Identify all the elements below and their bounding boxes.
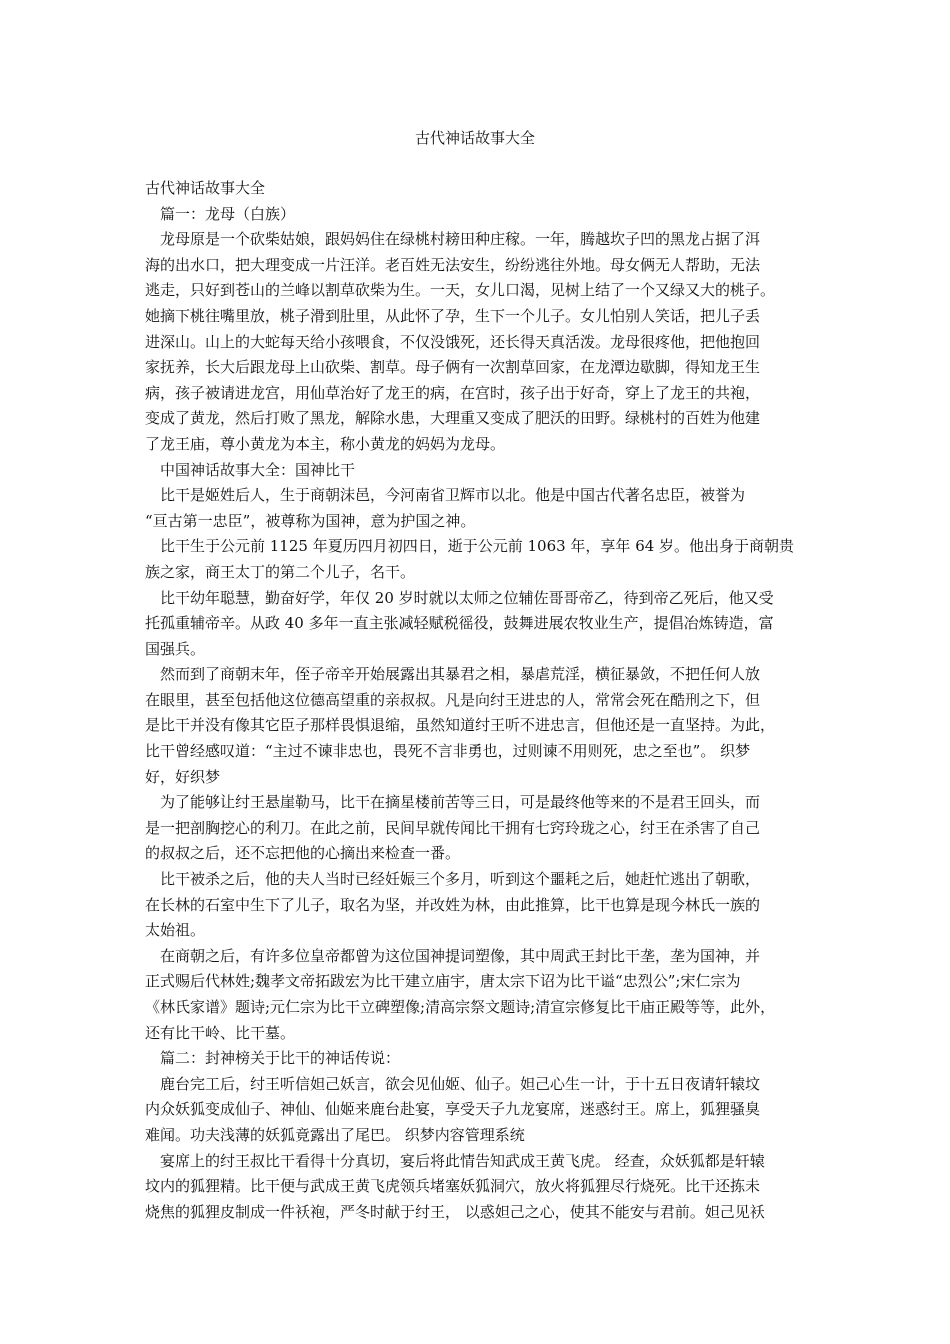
text-line: 古代神话故事大全 [145,179,266,197]
text-line: 她摘下桃往嘴里放，桃子滑到肚里，从此怀了孕，生下一个儿子。女儿怕别人笑话，把儿子丢 [145,306,761,325]
text-line: 比干幼年聪慧，勤奋好学，年仅 20 岁时就以太师之位辅佐哥哥帝乙，待到帝乙死后，他又受 [160,588,774,607]
text-line: 中国神话故事大全：国神比干 [160,460,356,479]
text-line: 比干是姬姓后人，生于商朝沫邑，今河南省卫辉市以北。他是中国古代著名忠臣，被誉为 [160,486,746,505]
text-line: 好，好织梦 [145,767,221,786]
document-title: 古代神话故事大全 [414,129,535,147]
text-line: 海的出水口，把大理变成一片汪洋。老百姓无法安生，纷纷逃往外地。母女俩无人帮助，无法 [145,255,761,274]
document-body [145,176,815,1225]
text-line: 难闻。功夫浅薄的妖狐竟露出了尾巴。 织梦内容管理系统 [145,1125,525,1144]
text-line: 烧焦的狐狸皮制成一件袄袍，严冬时献于纣王， 以惑妲己之心，使其不能安与君前。妲己见袄 [145,1202,765,1221]
text-line: 进深山。山上的大蛇每天给小孩喂食，不仅没饿死，还长得天真活泼。龙母很疼他，把他抱回 [145,332,761,351]
text-line: 逃走，只好到苍山的兰峰以割草砍柴为生。一天，女儿口渴，见树上结了一个又绿又大的桃子。 [145,281,776,300]
text-line: 还有比干岭、比干墓。 [145,1023,296,1042]
text-line: 的叔叔之后，还不忘把他的心摘出来检查一番。 [145,844,461,863]
text-line: 家抚养，长大后跟龙母上山砍柴、割草。母子俩有一次割草回家，在龙潭边歇脚，得知龙王生 [145,358,761,377]
text-line: 然而到了商朝末年，侄子帝辛开始展露出其暴君之相，暴虐荒淫，横征暴敛，不把任何人放 [160,665,761,684]
text-line: 国强兵。 [145,639,206,658]
text-line: “亘古第一忠臣”，被尊称为国神，意为护国之神。 [145,511,476,530]
text-line: 托孤重辅帝辛。从政 40 多年一直主张减轻赋税徭役，鼓舞进展农牧业生产，提倡冶炼铸造，富 [145,614,774,633]
text-line: 比干生于公元前 1125 年夏历四月初四日，逝于公元前 1063 年，享年 64 岁。他出身于商朝贵 [160,537,795,556]
text-line: 在商朝之后，有许多位皇帝都曾为这位国神提词塑像，其中周武王封比干垄，垄为国神，并 [160,946,761,965]
text-line: 太始祖。 [145,921,206,940]
text-line: 病，孩子被请进龙宫，用仙草治好了龙王的病，在宫时，孩子出于好奇，穿上了龙王的共袍， [145,383,761,402]
text-line: 在眼里，甚至包括他这位德高望重的亲叔叔。凡是向纣王进忠的人，常常会死在酷刑之下，但 [145,690,761,709]
text-line: 是比干并没有像其它臣子那样畏惧退缩，虽然知道纣王听不进忠言，但他还是一直坚持。为此， [145,716,776,735]
text-line: 族之家，商王太丁的第二个儿子，名干。 [145,562,416,581]
text-line: 龙母原是一个砍柴姑娘，跟妈妈住在绿桃村耪田种庄稼。一年，腾越坎子凹的黑龙占据了洱 [160,230,761,249]
text-line: 了龙王庙，尊小黄龙为本主，称小黄龙的妈妈为龙母。 [145,434,506,453]
text-line: 内众妖狐变成仙子、神仙、仙姬来鹿台赴宴，享受天子九龙宴席，迷惑纣王。席上，狐狸骚臭 [145,1100,761,1119]
text-line: 为了能够让纣王悬崖勒马，比干在摘星楼前苦等三日，可是最终他等来的不是君王回头，而 [160,793,761,812]
text-line: 《林氏家谱》题诗;元仁宗为比干立碑塑像;清高宗祭文题诗;清宣宗修复比干庙正殿等等，此外， [145,998,776,1016]
text-line: 在长林的石室中生下了儿子，取名为坚，并改姓为林，由此推算，比干也算是现今林氏一族的 [145,895,761,914]
text-line: 比干曾经感叹道：“主过不谏非忠也，畏死不言非勇也，过则谏不用则死，忠之至也”。 织梦 [145,742,751,761]
text-line: 篇一：龙母（白族） [160,204,296,223]
text-line: 是一把剖胸挖心的利刀。在此之前，民间早就传闻比干拥有七窍玲珑之心，纣王在杀害了自己 [145,818,761,837]
text-line: 宴席上的纣王叔比干看得十分真切，宴后将此情告知武成王黄飞虎。 经查，众妖狐都是轩辕 [160,1151,765,1170]
text-line: 正式赐后代林姓;魏孝文帝拓跋宏为比干建立庙宇，唐太宗下诏为比干谥“忠烈公”;宋仁宗为 [145,972,741,991]
text-line: 篇二：封神榜关于比干的神话传说： [160,1049,401,1068]
text-line: 坟内的狐狸精。比干便与武成王黄飞虎领兵堵塞妖狐洞穴，放火将狐狸尽行烧死。比干还拣未 [145,1177,761,1196]
text-line: 鹿台完工后，纣王听信妲己妖言，欲会见仙姬、仙子。妲己心生一计，于十五日夜请轩辕坟 [160,1074,761,1093]
text-line: 比干被杀之后，他的夫人当时已经妊娠三个多月，听到这个噩耗之后，她赶忙逃出了朝歌， [160,870,761,889]
text-line: 变成了黄龙，然后打败了黑龙，解除水患，大理重又变成了肥沃的田野。绿桃村的百姓为他建 [145,409,761,428]
